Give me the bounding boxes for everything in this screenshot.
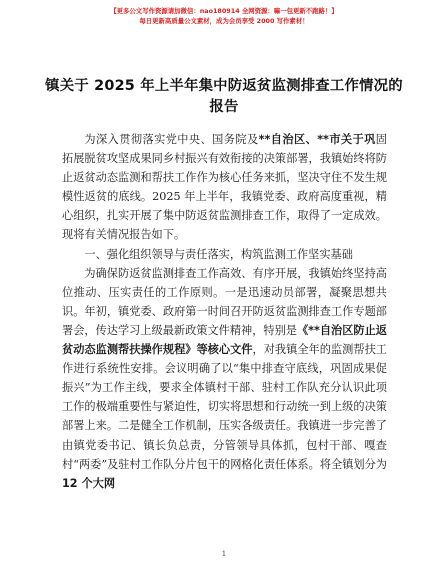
body-paragraph bbox=[62, 245, 387, 264]
document-body bbox=[62, 130, 387, 493]
bold-text-segment: **自治区、**市关于巩 bbox=[258, 133, 376, 146]
promo-line-1: 【更多公文写作资源请加微信：nao180914 全网资源：嘛一包更新不跑路！】 bbox=[110, 7, 338, 15]
text-segment: 一、强化组织领导与责任落实，构筑监测工作坚实基础 bbox=[84, 247, 353, 261]
promo-line-2: 每日更新高质量公文素材，成为会员享受 2000 写作素材！ bbox=[139, 17, 309, 25]
text-segment: ，对我镇全年的监测帮扶工作进行系统性安排。会议明确了以“集中排查守底线，巩固成果促振兴”为工作主线，要求全体镇村干部、驻村工作队充分认识此项工作的极端重要性与紧迫性，切实将思想和行动统一到上级的决策部署上来。二是健全工作机制，压实各级责任。我镇进一步完善了由镇党委书记、镇长负总责，分管领导具体抓，包村干部、嘎查村“两委”及驻村工作队分片包干的网格化责任体系。将全镇划分为 bbox=[62, 343, 387, 471]
promo-banner bbox=[0, 6, 448, 26]
text-segment: 固拓展脱贫攻坚成果同乡村振兴有效衔接的决策部署，我镇始终将防止返贫动态监测和帮扶工作作为核心任务来抓，坚决守住不发生规模性返贫的底线。2025 年上半年，我镇党委、政府高度重视，精心组织，扎实开展了集中防返贫监测排查工作，取得了一定成效。现将有关情况报告如下。 bbox=[62, 133, 387, 242]
text-segment: 为深入贯彻落实党中央、国务院及 bbox=[84, 133, 259, 146]
text-segment: 为确保防返贫监测排查工作高效、有序开展，我镇始终坚持高位推动、压实责任的工作原则。一是迅速动员部署，凝聚思想共识。年初，镇党委、政府第一时间召开防返贫监测排查工作专题部署会，传达学习上级最新政策文件精神，特别是 bbox=[62, 266, 387, 337]
body-paragraph bbox=[62, 130, 387, 245]
document-title: 镇关于 2025 年上半年集中防返贫监测排查工作情况的报告 bbox=[45, 78, 403, 115]
page-number: 1 bbox=[221, 550, 227, 558]
body-paragraph bbox=[62, 264, 387, 493]
bold-text-segment: 《**自治区防止返贫动态监测帮扶操作规程》等核心文件 bbox=[62, 323, 387, 357]
bold-text-segment: 12 个大网 bbox=[62, 476, 116, 490]
